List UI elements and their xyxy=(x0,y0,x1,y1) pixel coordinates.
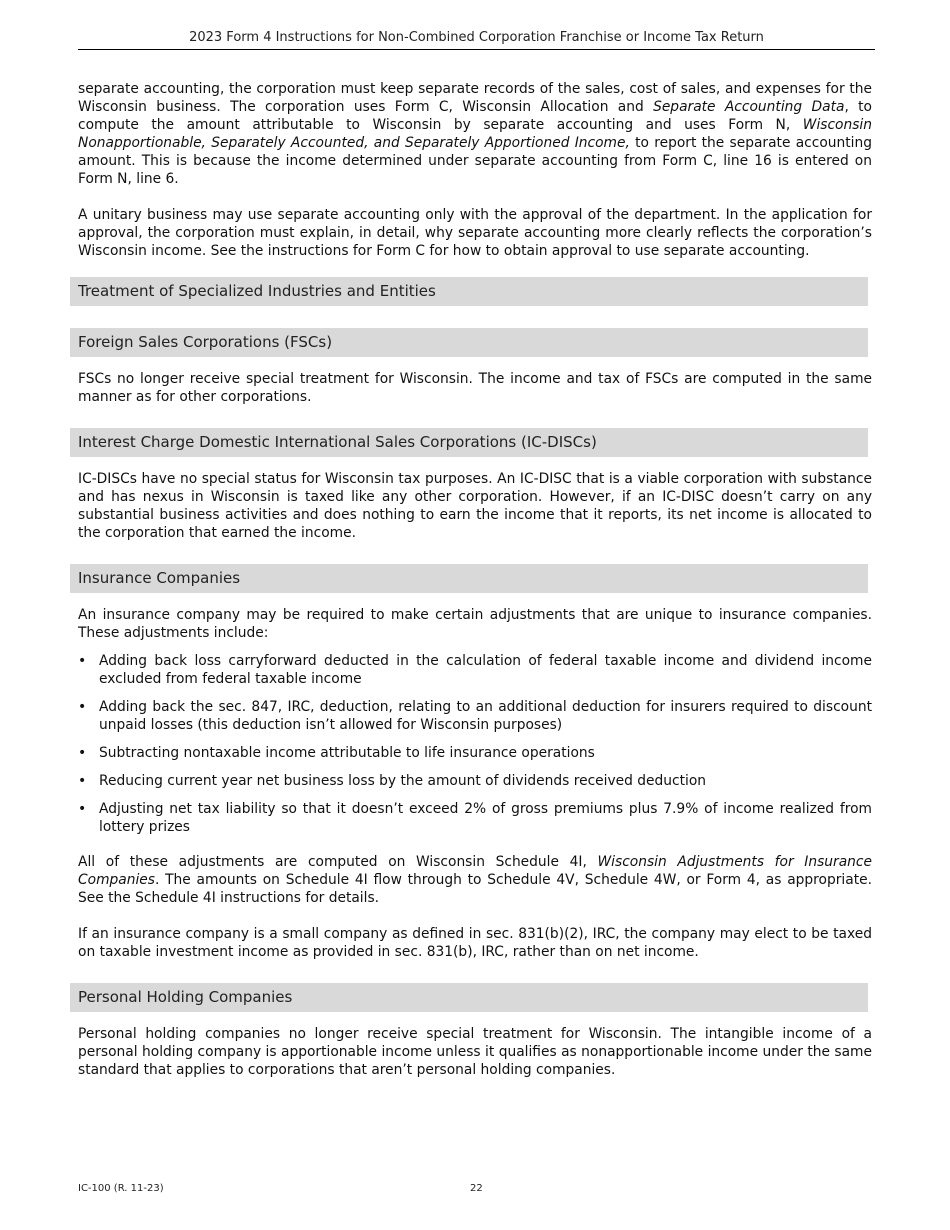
personal-holding-paragraph: Personal holding companies no longer receive special treatment for Wisconsin. The intangible income of a personal holding company is apportionable income unless it qualifies as nonapportionable income under the same standard that applies to corporations that aren’t personal holding companies. xyxy=(78,1026,872,1078)
section-heading-insurance: Insurance Companies xyxy=(70,564,868,593)
list-item: • Reducing current year net business loss by the amount of dividends received deduction xyxy=(78,772,872,790)
form-n-title: Wisconsin Nonapportionable, Separately Accounted, and Separately Apportioned Income, xyxy=(78,117,872,151)
document-body xyxy=(78,80,872,1079)
page-header: 2023 Form 4 Instructions for Non-Combined Corporation Franchise or Income Tax Return xyxy=(78,30,875,50)
page-number: 22 xyxy=(470,1183,483,1194)
section-heading-specialized: Treatment of Specialized Industries and Entities xyxy=(70,277,868,306)
intro-paragraph-2: A unitary business may use separate accounting only with the approval of the department. In the application for approval, the corporation must explain, in detail, why separate accounting more clearly reflects the corporation’s Wisconsin income. See the instructions for Form C for how to obtain approval to use separate accounting. xyxy=(78,207,872,259)
list-item: • Subtracting nontaxable income attributable to life insurance operations xyxy=(78,744,872,762)
section-heading-fsc: Foreign Sales Corporations (FSCs) xyxy=(70,328,868,357)
form-c-title: Separate Accounting Data xyxy=(653,99,845,115)
list-item: • Adding back the sec. 847, IRC, deduction, relating to an additional deduction for insurers required to discount unpaid losses (this deduction isn’t allowed for Wisconsin purposes) xyxy=(78,698,872,734)
insurance-intro-paragraph: An insurance company may be required to make certain adjustments that are unique to insurance companies. These adjustments include: xyxy=(78,607,872,641)
list-item: • Adjusting net tax liability so that it doesn’t exceed 2% of gross premiums plus 7.9% of income realized from lottery prizes xyxy=(78,800,872,836)
insurance-paragraph-4: If an insurance company is a small company as defined in sec. 831(b)(2), IRC, the company may elect to be taxed on taxable investment income as provided in sec. 831(b), IRC, rather than on net income. xyxy=(78,926,872,960)
intro-paragraph-1: separate accounting, the corporation must keep separate records of the sales, cost of sales, and expenses for the Wisconsin business. The corporation uses Form C, Wisconsin Allocation and Separate Accounting Data, to compute the amount attributable to Wisconsin by separate accounting and uses Form N, Wisconsin Nonapportionable, Separately Accounted, and Separately Apportioned Income, to report the separate accounting amount. This is because the income determined under separate accounting from Form C, line 16 is entered on Form N, line 6. xyxy=(78,81,873,187)
section-heading-icdisc: Interest Charge Domestic International Sales Corporations (IC-DISCs) xyxy=(70,428,868,457)
schedule-4i-title: Wisconsin Adjustments for Insurance Companies xyxy=(78,854,872,888)
insurance-paragraph-3: All of these adjustments are computed on Wisconsin Schedule 4I, Wisconsin Adjustments for Insurance Companies. The amounts on Schedule 4I flow through to Schedule 4V, Schedule 4W, or Form 4, as appropriate. See the Schedule 4I instructions for details. xyxy=(78,854,872,906)
icdisc-paragraph: IC-DISCs have no special status for Wisconsin tax purposes. An IC-DISC that is a viable corporation with substance and has nexus in Wisconsin is taxed like any other corporation. However, if an IC-DISC doesn’t carry on any substantial business activities and does nothing to earn the income that it reports, its net income is allocated to the corporation that earned the income. xyxy=(78,471,872,541)
list-item: • Adding back loss carryforward deducted in the calculation of federal taxable income and dividend income excluded from federal taxable income xyxy=(78,652,872,688)
section-heading-personal-holding: Personal Holding Companies xyxy=(70,983,868,1012)
form-identifier: IC-100 (R. 11-23) xyxy=(78,1183,164,1194)
fsc-paragraph: FSCs no longer receive special treatment for Wisconsin. The income and tax of FSCs are computed in the same manner as for other corporations. xyxy=(78,371,872,405)
insurance-adjustments-list xyxy=(78,652,872,836)
